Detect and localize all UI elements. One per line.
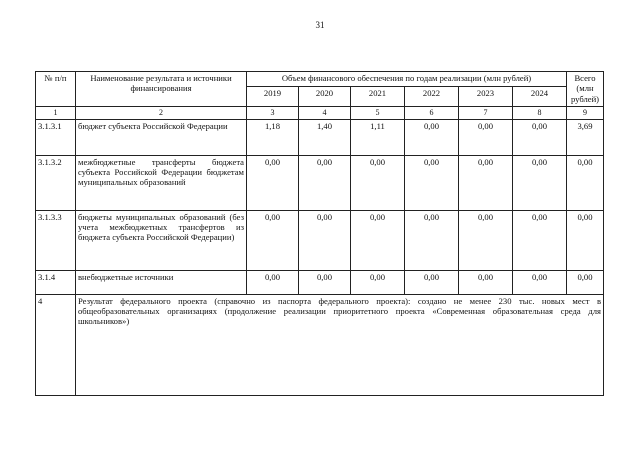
row-value: 1,18 [247, 119, 299, 155]
row-name: бюджеты муниципальных образований (без учета межбюджетных трансфертов из бюджета субъекта Российской Федерации) [76, 210, 247, 270]
header-no: № п/п [36, 72, 76, 107]
header-funding-group: Объем финансового обеспечения по годам реализации (млн рублей) [247, 72, 567, 87]
row-value: 0,00 [247, 270, 299, 294]
column-number: 6 [405, 107, 459, 120]
row-number: 3.1.4 [36, 270, 76, 294]
column-number: 7 [459, 107, 513, 120]
column-number: 2 [76, 107, 247, 120]
row-value: 0,00 [513, 210, 567, 270]
row-number: 3.1.3.1 [36, 119, 76, 155]
header-year: 2020 [299, 87, 351, 107]
table-row [36, 210, 604, 270]
row-total: 3,69 [567, 119, 604, 155]
header-row [36, 72, 604, 87]
table-row [36, 270, 604, 294]
row-value: 0,00 [459, 270, 513, 294]
header-year: 2024 [513, 87, 567, 107]
row-total: 0,00 [567, 155, 604, 210]
result-number: 4 [36, 294, 76, 395]
row-value: 0,00 [247, 155, 299, 210]
table-row [36, 119, 604, 155]
row-value: 1,40 [299, 119, 351, 155]
row-name: бюджет субъекта Российской Федерации [76, 119, 247, 155]
header-year: 2022 [405, 87, 459, 107]
row-value: 0,00 [459, 119, 513, 155]
row-value: 0,00 [513, 119, 567, 155]
row-value: 0,00 [247, 210, 299, 270]
row-number: 3.1.3.2 [36, 155, 76, 210]
result-row [36, 294, 604, 395]
column-number: 8 [513, 107, 567, 120]
row-value: 0,00 [351, 155, 405, 210]
row-total: 0,00 [567, 270, 604, 294]
table-row [36, 155, 604, 210]
row-value: 0,00 [405, 119, 459, 155]
row-value: 0,00 [459, 210, 513, 270]
column-number-row [36, 107, 604, 120]
row-name: межбюджетные трансферты бюджета субъекта Российской Федерации бюджетам муниципальных образований [76, 155, 247, 210]
row-value: 0,00 [459, 155, 513, 210]
result-text: Результат федерального проекта (справочно из паспорта федерального проекта): создано не менее 230 тыс. новых мест в общеобразовательных организациях (продолжение реализации приоритетного проекта «Современная образовательная среда для школьников») [76, 294, 604, 395]
row-value: 0,00 [351, 270, 405, 294]
column-number: 4 [299, 107, 351, 120]
row-value: 0,00 [405, 155, 459, 210]
header-total: Всего (млн рублей) [567, 72, 604, 107]
header-year: 2019 [247, 87, 299, 107]
row-value: 0,00 [299, 155, 351, 210]
row-value: 0,00 [405, 270, 459, 294]
row-value: 0,00 [299, 210, 351, 270]
row-value: 0,00 [513, 155, 567, 210]
row-value: 0,00 [299, 270, 351, 294]
column-number: 9 [567, 107, 604, 120]
row-value: 0,00 [351, 210, 405, 270]
header-year: 2021 [351, 87, 405, 107]
row-name: внебюджетные источники [76, 270, 247, 294]
page-number: 31 [315, 20, 325, 30]
row-total: 0,00 [567, 210, 604, 270]
row-value: 0,00 [405, 210, 459, 270]
row-value: 0,00 [513, 270, 567, 294]
column-number: 1 [36, 107, 76, 120]
financing-table [35, 71, 604, 396]
column-number: 5 [351, 107, 405, 120]
header-name: Наименование результата и источники финансирования [76, 72, 247, 107]
row-number: 3.1.3.3 [36, 210, 76, 270]
row-value: 1,11 [351, 119, 405, 155]
column-number: 3 [247, 107, 299, 120]
header-year: 2023 [459, 87, 513, 107]
